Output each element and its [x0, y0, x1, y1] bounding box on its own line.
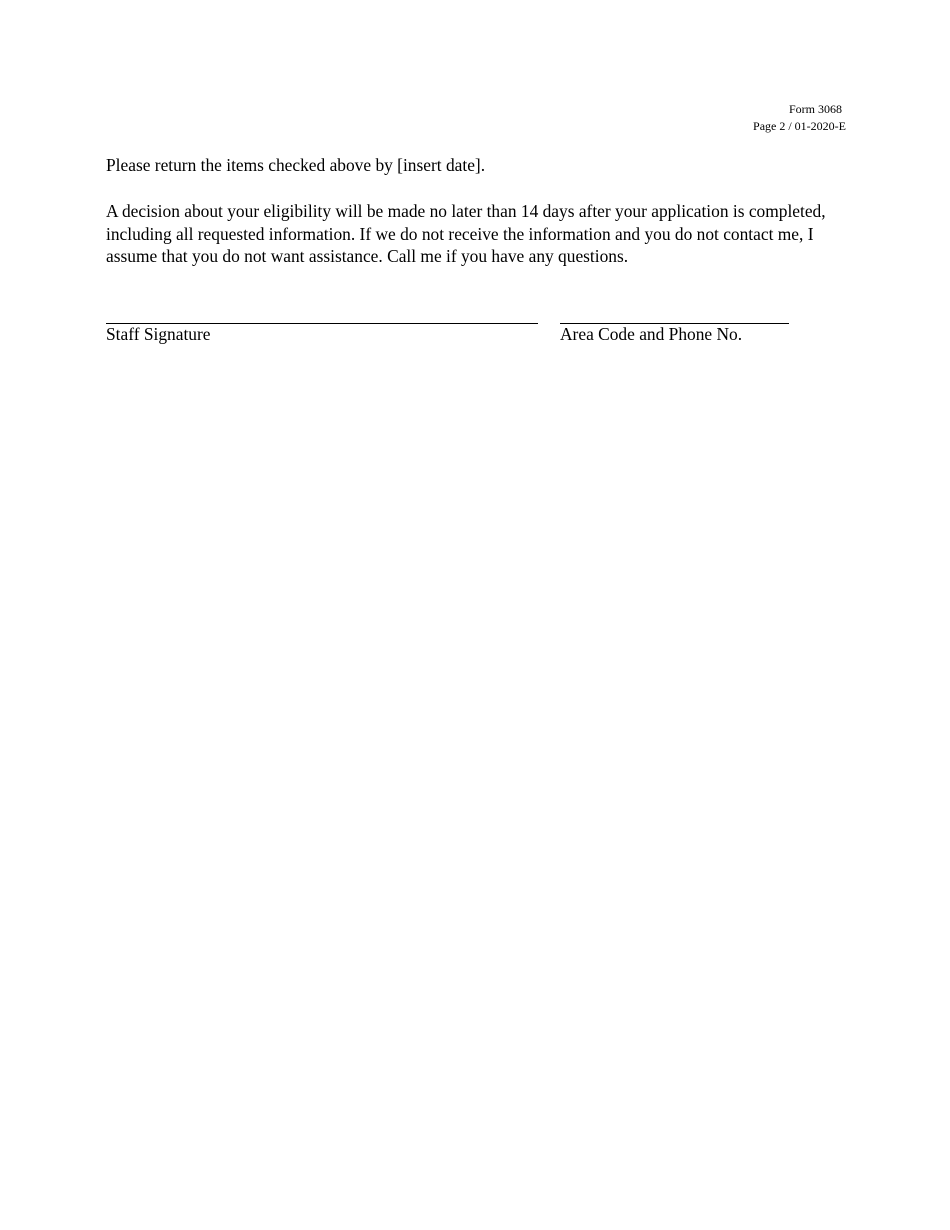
decision-paragraph: A decision about your eligibility will be made no later than 14 days after your application is completed, including all requested information. If we do not receive the information and you do not contact me, I assume that you do not want assistance. Call me if you have any questions. [106, 201, 826, 266]
phone-number-label: Area Code and Phone No. [560, 324, 743, 344]
phone-number-block [560, 323, 789, 344]
return-instruction: Please return the items checked above by [insert date]. [106, 155, 486, 175]
staff-signature-block [106, 323, 538, 344]
page-info: Page 2 / 01-2020-E [753, 119, 846, 133]
form-header [753, 101, 846, 135]
staff-signature-label: Staff Signature [106, 324, 211, 344]
form-number: Form 3068 [788, 102, 842, 116]
